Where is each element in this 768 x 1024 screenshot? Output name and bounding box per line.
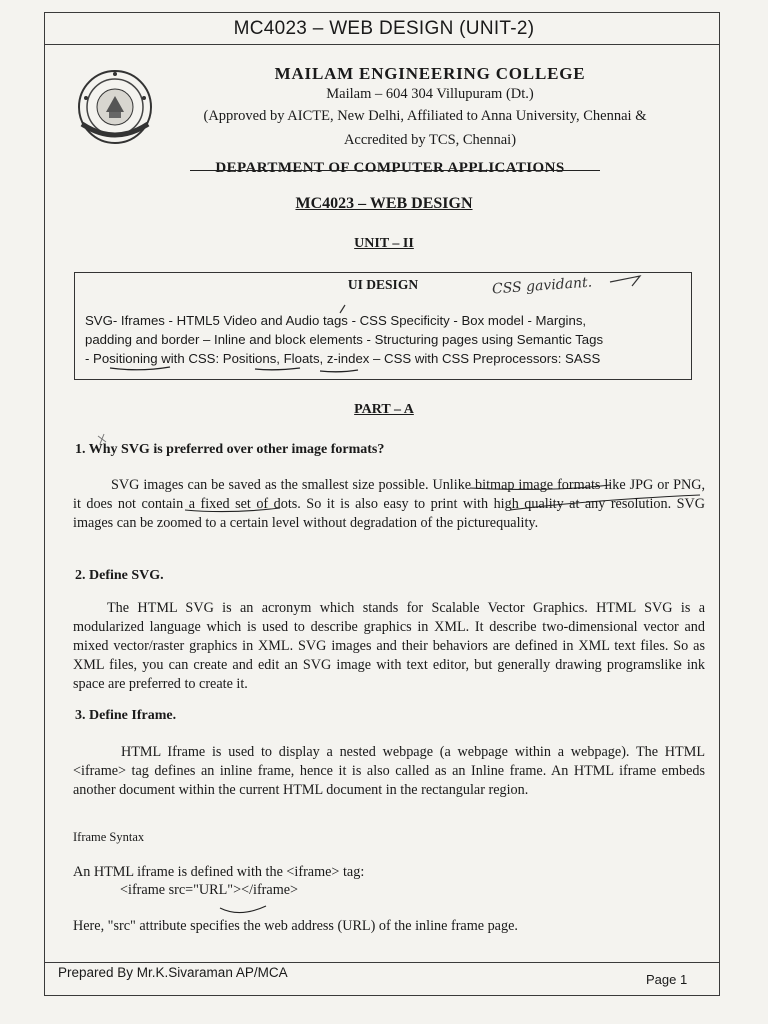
- iframe-code-sample: <iframe src="URL"></iframe>: [120, 882, 299, 898]
- syllabus-line-1: SVG- Iframes - HTML5 Video and Audio tags - CSS Specificity - Box model - Margins,: [85, 313, 587, 328]
- prepared-by: Prepared By Mr.K.Sivaraman AP/MCA: [58, 965, 288, 980]
- unit-header-title: MC4023 – WEB DESIGN (UNIT-2): [233, 18, 535, 39]
- unit-title: [0, 236, 768, 252]
- question-1-answer: SVG images can be saved as the smallest size possible. Unlike bitmap image formats like JPG or PNG, it does not contain a fixed set of dots. So it is also easy to print with high quality at any resolution. SVG images can be zoomed to a certain level without degradation of the picturequality.: [73, 477, 705, 531]
- handwritten-note: CSS gavidant.: [491, 274, 593, 298]
- syllabus-box: [74, 272, 692, 380]
- iframe-defined-line: An HTML iframe is defined with the <iframe> tag:: [73, 864, 365, 880]
- department-label: DEPARTMENT OF COMPUTER APPLICATIONS: [215, 160, 565, 176]
- page-number: Page 1: [646, 972, 688, 987]
- question-2-title: 2. Define SVG.: [75, 568, 164, 583]
- part-a-text: PART – A: [354, 402, 414, 417]
- college-approval: (Approved by AICTE, New Delhi, Affiliated to Anna University, Chennai &: [203, 108, 647, 124]
- part-a-heading: [0, 402, 768, 418]
- course-title-text: MC4023 – WEB DESIGN: [295, 195, 473, 212]
- iframe-syntax-label: Iframe Syntax: [73, 830, 145, 844]
- department-name: [160, 160, 620, 177]
- college-address: Mailam – 604 304 Villupuram (Dt.): [326, 86, 534, 102]
- syllabus-heading: UI DESIGN: [347, 277, 419, 292]
- college-emblem-icon: [76, 68, 154, 146]
- question-2-answer: The HTML SVG is an acronym which stands for Scalable Vector Graphics. HTML SVG is a modularized language which is used to describe graphics in XML. It describe two-dimensional vector and mixed vector/raster graphics in XML. SVG images and their behaviors are defined in XML text files. So as XML files, you can create and edit an SVG image with text editor, but generally drawing programslike ink space are preferred to create it.: [73, 600, 705, 692]
- question-1-title: 1. Why SVG is preferred over other image formats?: [75, 442, 385, 457]
- footer-divider: [44, 962, 720, 963]
- question-3-answer: HTML Iframe is used to display a nested webpage (a webpage within a webpage). The HTML <iframe> tag defines an inline frame, hence it is also called as an Inline frame. An HTML iframe embeds another document within the current HTML document in the rectangular region.: [73, 744, 705, 798]
- unit-title-text: UNIT – II: [354, 236, 414, 251]
- syllabus-line-2: padding and border – Inline and block elements - Structuring pages using Semantic Tags: [85, 332, 604, 347]
- college-name: MAILAM ENGINEERING COLLEGE: [274, 64, 586, 83]
- course-title: [0, 195, 768, 213]
- header-divider: [44, 44, 720, 45]
- syllabus-topics: [85, 311, 685, 368]
- college-accreditation: Accredited by TCS, Chennai): [343, 132, 517, 148]
- department-strike-line: [190, 170, 600, 171]
- syllabus-line-3: - Positioning with CSS: Positions, Floats, z-index – CSS with CSS Preprocessors: SASS: [85, 351, 601, 366]
- iframe-src-note: Here, "src" attribute specifies the web address (URL) of the inline frame page.: [73, 918, 518, 934]
- question-3-title: 3. Define Iframe.: [75, 708, 177, 723]
